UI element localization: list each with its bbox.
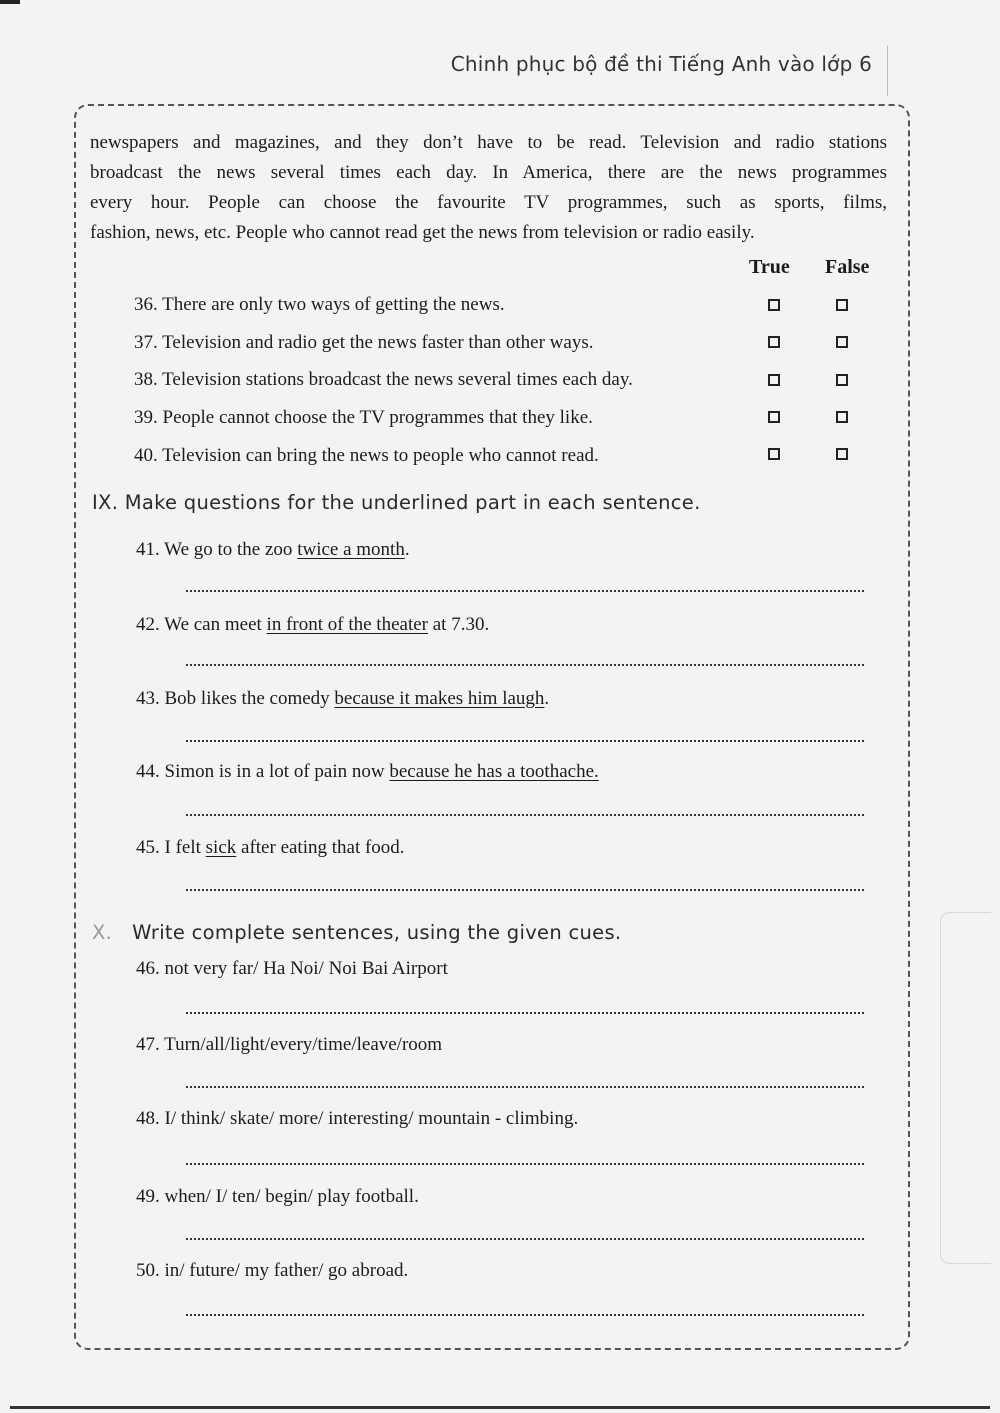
question-44 <box>136 761 599 783</box>
underlined-part: sick <box>205 837 237 858</box>
question-45 <box>136 837 405 859</box>
passage-line: broadcast the news several times each day. In America, there are the news programmes <box>90 162 887 183</box>
question-43 <box>136 688 549 710</box>
false-checkbox[interactable] <box>836 448 848 460</box>
true-false-statement: 40. Television can bring the news to people who cannot read. <box>134 445 599 466</box>
section-x-title-text: Write complete sentences, using the given cues. <box>132 921 622 944</box>
answer-line[interactable] <box>186 1163 864 1165</box>
section-x-title <box>92 921 621 944</box>
answer-line[interactable] <box>186 889 864 891</box>
question-text: . <box>404 539 410 560</box>
underlined-part: in front of the theater <box>266 614 428 635</box>
question-41 <box>136 539 410 561</box>
false-checkbox[interactable] <box>836 336 848 348</box>
true-false-statement: 39. People cannot choose the TV programmes that they like. <box>134 407 593 428</box>
true-false-statement: 37. Television and radio get the news faster than other ways. <box>134 332 594 353</box>
underlined-part: twice a month <box>297 539 405 560</box>
question-text: 42. We can meet <box>136 614 267 635</box>
true-column-header: True <box>749 256 790 278</box>
true-checkbox[interactable] <box>768 374 780 386</box>
question-text: 43. Bob likes the comedy <box>136 688 335 709</box>
answer-line[interactable] <box>186 1314 864 1316</box>
question-text: at 7.30. <box>427 614 490 635</box>
section-ix-title: IX. Make questions for the underlined part in each sentence. <box>92 491 701 514</box>
answer-line[interactable] <box>186 1086 864 1088</box>
question-47: 47. Turn/all/light/every/time/leave/room <box>136 1034 443 1055</box>
question-text: 44. Simon is in a lot of pain now <box>136 761 390 782</box>
true-checkbox[interactable] <box>768 448 780 460</box>
false-checkbox[interactable] <box>836 374 848 386</box>
false-checkbox[interactable] <box>836 411 848 423</box>
answer-line[interactable] <box>186 814 864 816</box>
question-text: 45. I felt <box>136 837 206 858</box>
passage-line: fashion, news, etc. People who cannot read get the news from television or radio easily. <box>90 222 755 243</box>
passage-line: newspapers and magazines, and they don’t have to be read. Television and radio stations <box>90 132 887 153</box>
reading-passage <box>90 128 887 218</box>
answer-line[interactable] <box>186 1012 864 1014</box>
running-header: Chinh phục bộ đề thi Tiếng Anh vào lớp 6 <box>450 52 872 76</box>
scan-edge-mark <box>0 0 20 4</box>
question-48: 48. I/ think/ skate/ more/ interesting/ mountain - climbing. <box>136 1108 579 1129</box>
question-42 <box>136 614 489 636</box>
true-checkbox[interactable] <box>768 299 780 311</box>
answer-line[interactable] <box>186 664 864 666</box>
page-edge-tab <box>940 912 991 1264</box>
question-50: 50. in/ future/ my father/ go abroad. <box>136 1260 409 1281</box>
question-49: 49. when/ I/ ten/ begin/ play football. <box>136 1186 419 1207</box>
bottom-edge-line <box>10 1406 990 1409</box>
question-text: . <box>544 688 550 709</box>
underlined-part: because he has a toothache. <box>389 761 599 782</box>
true-checkbox[interactable] <box>768 411 780 423</box>
question-46: 46. not very far/ Ha Noi/ Noi Bai Airport <box>136 958 448 979</box>
header-divider <box>887 46 888 96</box>
underlined-part: because it makes him laugh <box>334 688 545 709</box>
false-column-header: False <box>825 256 870 278</box>
true-false-statement: 36. There are only two ways of getting the news. <box>134 294 505 315</box>
answer-line[interactable] <box>186 740 864 742</box>
section-x-numeral: X. <box>92 921 113 944</box>
passage-line: every hour. People can choose the favourite TV programmes, such as sports, films, <box>90 192 887 213</box>
true-checkbox[interactable] <box>768 336 780 348</box>
question-text: 41. We go to the zoo <box>136 539 298 560</box>
answer-line[interactable] <box>186 1238 864 1240</box>
true-false-statement: 38. Television stations broadcast the news several times each day. <box>134 369 633 390</box>
false-checkbox[interactable] <box>836 299 848 311</box>
answer-line[interactable] <box>186 590 864 592</box>
question-text: after eating that food. <box>236 837 405 858</box>
